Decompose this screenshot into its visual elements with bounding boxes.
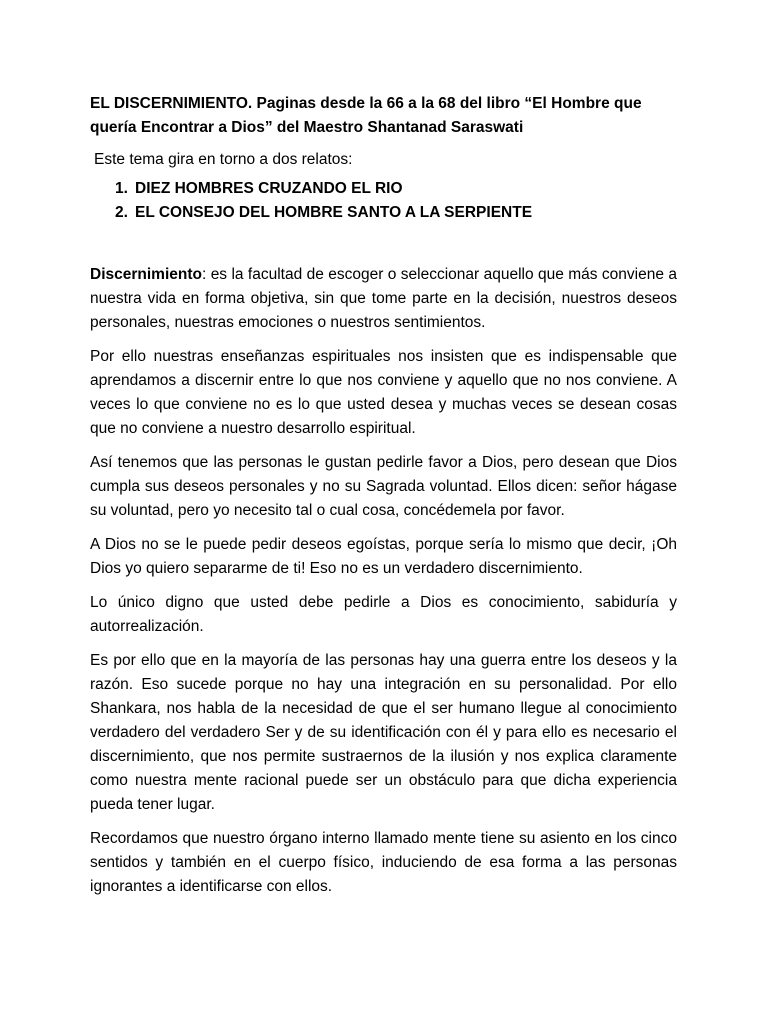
list-item-text: EL CONSEJO DEL HOMBRE SANTO A LA SERPIENTE bbox=[135, 204, 533, 221]
intro-text: Este tema gira en torno a dos relatos: bbox=[94, 151, 353, 168]
body-paragraph: Por ello nuestras enseñanzas espirituales nos insisten que es indispensable que aprendamos a discernir entre lo que nos conviene y aquello que no nos conviene. A veces lo que conviene no es lo que usted desea y muchas veces se desean cosas que no conviene a nuestro desarrollo espiritual. bbox=[90, 348, 677, 437]
body-paragraph: Así tenemos que las personas le gustan pedirle favor a Dios, pero desean que Dios cumpla sus deseos personales y no su Sagrada voluntad. Ellos dicen: señor hágase su voluntad, pero yo necesito tal o cual cosa, concédemela por favor. bbox=[90, 454, 677, 519]
list-item bbox=[115, 177, 677, 201]
body-paragraph: Lo único digno que usted debe pedirle a Dios es conocimiento, sabiduría y autorrealización. bbox=[90, 594, 677, 635]
relatos-list bbox=[90, 177, 677, 225]
list-item bbox=[115, 201, 677, 225]
document-title: EL DISCERNIMIENTO. Paginas desde la 66 a la 68 del libro “El Hombre que quería Encontrar a Dios” del Maestro Shantanad Saraswati bbox=[90, 95, 642, 136]
definition-term: Discernimiento bbox=[90, 266, 202, 283]
body-paragraph: Es por ello que en la mayoría de las personas hay una guerra entre los deseos y la razón. Eso sucede porque no hay una integración en su personalidad. Por ello Shankara, nos habla de la necesidad de que el ser humano llegue al conocimiento verdadero del verdadero Ser y de su identificación con él y para ello es necesario el discernimiento, que nos permite sustraernos de la ilusión y nos explica claramente como nuestra mente racional puede ser un obstáculo para que dicha experiencia pueda tener lugar. bbox=[90, 652, 677, 813]
body-paragraph: Recordamos que nuestro órgano interno llamado mente tiene su asiento en los cinco sentidos y también en el cuerpo físico, induciendo de esa forma a las personas ignorantes a identificarse con ellos. bbox=[90, 830, 677, 895]
definition-paragraph bbox=[90, 263, 677, 335]
list-number: 2. bbox=[115, 204, 128, 221]
definition-text: : es la facultad de escoger o seleccionar aquello que más conviene a nuestra vida en forma objetiva, sin que tome parte en la decisión, nuestros deseos personales, nuestras emociones o nuestros sentimientos. bbox=[90, 266, 677, 331]
list-item-text: DIEZ HOMBRES CRUZANDO EL RIO bbox=[135, 180, 403, 197]
list-number: 1. bbox=[115, 180, 128, 197]
section-spacer bbox=[90, 225, 677, 263]
document-body bbox=[90, 92, 677, 909]
body-paragraph: A Dios no se le puede pedir deseos egoístas, porque sería lo mismo que decir, ¡Oh Dios yo quiero separarme de ti! Eso no es un verdadero discernimiento. bbox=[90, 536, 677, 577]
